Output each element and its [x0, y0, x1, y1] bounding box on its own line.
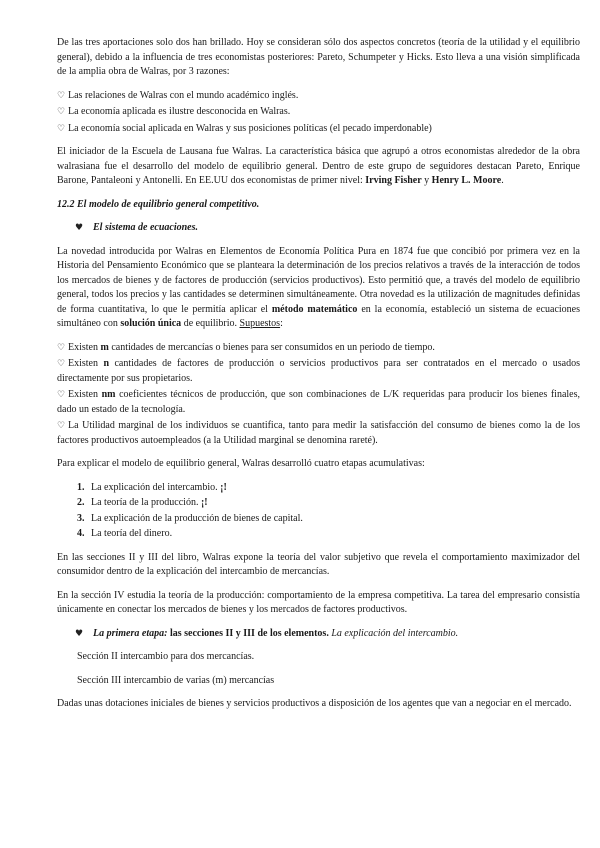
name-moore: Henry L. Moore — [431, 175, 502, 186]
list-item: 2. La teoría de la producción. ¡! — [77, 497, 208, 508]
list-item: 4. La teoría del dinero. — [77, 528, 173, 539]
list-item: ♡ Existen m cantidades de mercancías o bienes para ser consumidos en un periodo de tiempo. — [57, 341, 580, 356]
heart-filled-icon: ♥ — [75, 628, 84, 639]
first-stage-heading: ♥ La primera etapa: las secciones II y III de los elementos. La explicación del intercambio. — [57, 627, 580, 642]
lausanne-paragraph: El iniciador de la Escuela de Lausana fue Walras. La característica básica que agrupó a otros economistas alrededor de la obra walrasiana fue el desarrollo del modelo de equilibrio general. Dentro de este grupo de seguidores destacan Pareto, Enrique Barone, Pantaleoni y Antonelli. En EE.UU dos economistas de primer nivel: Irving Fisher y Henry L. Moore. — [57, 146, 580, 186]
list-item: 1. La explicación del intercambio. ¡! — [77, 481, 227, 493]
stages-list — [57, 481, 580, 542]
equations-paragraph: La novedad introducida por Walras en Elementos de Economía Política Pura en 1874 fue que concibió por primera vez en la Historia del Pensamiento Económico que se planteara la determinación de los precios relativos a través de la interacción de todos los mercados de bienes y de factores de producción (servicios productivos). Esto permitió que, a través del modelo de equilibrio general, todos los precios y las cantidades se determinen simultáneamente. Otra novedad es la utilización de magnitudes definidas de forma cuantitativa, lo que le permitía aplicar el método matemático en la economía, estableció un sistema de ecuaciones simultáneo con solución única de equilibrio. Supuestos: — [57, 245, 581, 329]
heart-outline-icon: ♡ — [57, 421, 66, 431]
list-item: 3. La explicación de la producción de bienes de capital. — [77, 512, 303, 524]
stages-intro: Para explicar el modelo de equilibrio general, Walras desarrolló cuatro etapas acumulativas: — [57, 458, 425, 469]
endowments-paragraph: Dadas unas dotaciones iniciales de bienes y servicios productivos a disposición de los agentes que van a negociar en el mercado. — [57, 698, 572, 709]
heart-outline-icon: ♡ — [57, 90, 66, 101]
heart-outline-icon: ♡ — [57, 390, 66, 400]
subheading: ♥ El sistema de ecuaciones. — [57, 221, 580, 236]
heart-outline-icon: ♡ — [57, 359, 66, 369]
section-ii-line: Sección II intercambio para dos mercancías. — [77, 651, 255, 662]
section-heading: 12.2 El modelo de equilibrio general competitivo. — [57, 198, 260, 210]
heart-outline-icon: ♡ — [57, 107, 66, 117]
intro-paragraph: De las tres aportaciones solo dos han brillado. Hoy se consideran sólo dos aspectos concretos (teoría de la utilidad y el equilibrio general), debido a la influencia de tres economistas posteriores: Pareto, Schumpeter y Hicks. Esto lleva a una visión simplificada de la amplia obra de Walras, por 3 razones: — [57, 37, 580, 77]
list-item: ♡ La economía aplicada es ilustre desconocida en Walras. — [57, 105, 580, 120]
list-item: ♡ Existen n cantidades de factores de producción o servicios productivos para ser contratados en el mercado o usados directamente por sus propietarios. — [57, 358, 580, 384]
list-item: ♡ Las relaciones de Walras con el mundo académico inglés. — [57, 89, 580, 104]
section-iii-line: Sección III intercambio de varias (m) mercancías — [77, 674, 275, 686]
assumptions-list — [57, 341, 580, 449]
heart-filled-icon: ♥ — [75, 223, 84, 233]
name-fisher: Irving Fisher — [365, 175, 422, 186]
list-item: ♡ Existen nm coeficientes técnicos de producción, que son combinaciones de L/K requeridas para producir los bienes finales, dado un estado de la tecnología. — [57, 389, 580, 415]
heart-outline-icon: ♡ — [57, 123, 66, 134]
sections-paragraph: En las secciones II y III del libro, Walras expone la teoría del valor subjetivo que revela el comportamiento maximizador del consumidor dentro de la explicación del intercambio de mercancías. — [57, 551, 580, 577]
heart-outline-icon: ♡ — [57, 342, 66, 353]
production-paragraph: En la sección IV estudia la teoría de la producción: comportamiento de la empresa competitiva. La tarea del empresario consistía únicamente en conectar los mercados de bienes y los mercados de factores productivos. — [57, 589, 580, 615]
reasons-list — [57, 89, 580, 137]
list-item: ♡ La economía social aplicada en Walras y sus posiciones políticas (el pecado imperdonable) — [57, 122, 580, 137]
list-item: ♡ La Utilidad marginal de los individuos se cuantifica, tanto para medir la satisfacción del consumo de bienes como la de los factores productivos autoempleados (a la Utilidad marginal se denomina rareté). — [57, 420, 580, 446]
